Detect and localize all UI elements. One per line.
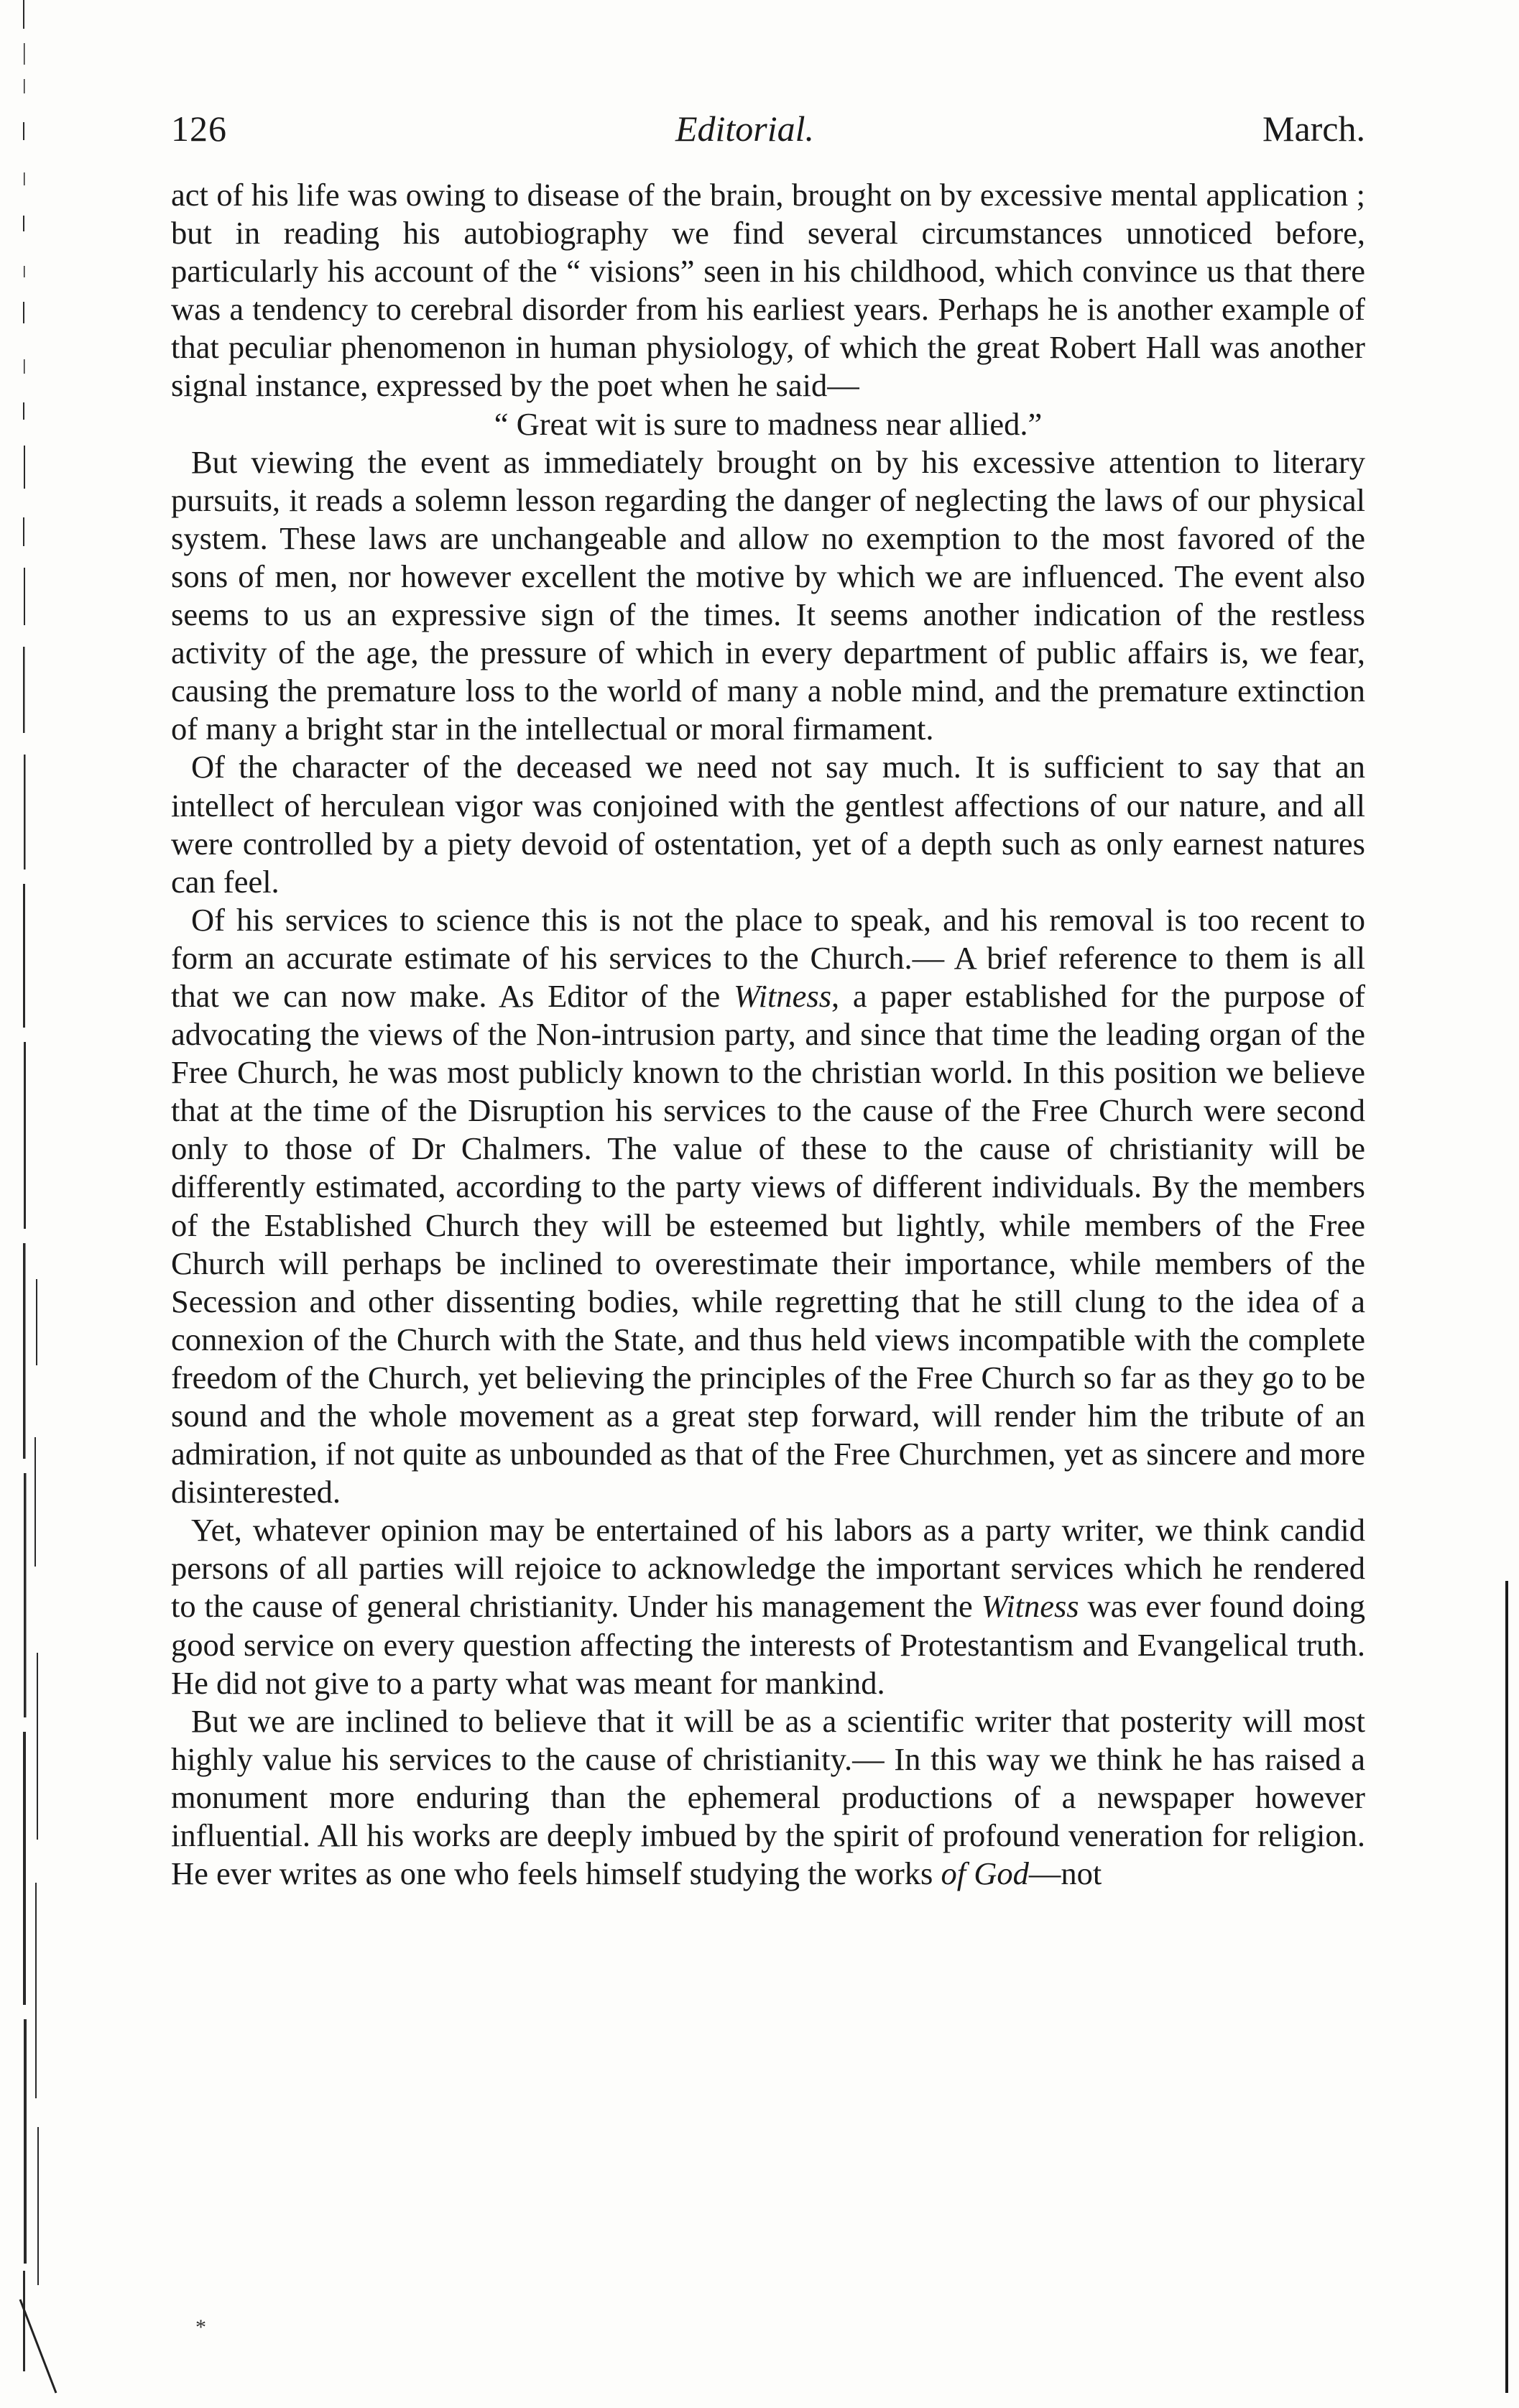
- witness-title: Witness: [734, 977, 832, 1014]
- right-margin-scan-rule: [1503, 1581, 1510, 2393]
- paragraph-5-text-a: Yet, whatever opinion may be entertained of his labors as a party writer, we think candid persons of all parties will rejoice to acknowledge the important services which he rendered to the cause of general christianity. Under his management the: [171, 1512, 1365, 1625]
- page-number: 126: [171, 109, 227, 149]
- footer-mark: *: [195, 2315, 206, 2339]
- witness-title: Witness: [981, 1588, 1079, 1625]
- paragraph-4-text-b: , a paper established for the purpose of advocating the views of the Non-intrusion party, and since that time the leading organ of the Free Church, he was most publicly known to the christian world. In this position we believe that at the time of the Disruption his services to the cause of the Free Church were second only to those of Dr Chalmers. The value of these to the cause of christianity will be differently estimated, according to the party views of different individuals. By the members of the Established Church they will be esteemed but lightly, while members of the Free Church will perhaps be inclined to overestimate their importance, while members of the Secession and other dissenting bodies, while regretting that he still clung to the idea of a connexion of the Church with the State, and thus held views incompatible with the complete freedom of the Church, yet believing the principles of the Free Church so far as they go to be sound and the whole movement as a great step forward, will render him the tribute of an admiration, if not quite as unbounded as that of the Free Churchmen, yet as sincere and more disinterested.: [171, 977, 1365, 1510]
- paragraph-5: [171, 1511, 1365, 1702]
- paragraph-5-text-b: was ever found doing good service on every question affecting the interests of Protestantism and Evangelical truth. He did not give to a party what was meant for mankind.: [171, 1588, 1365, 1701]
- running-head: [171, 108, 1365, 158]
- paragraph-6-text-a: But we are inclined to believe that it will be as a scientific writer that posterity will most highly value his services to the cause of christianity.— In this way we think he has raised a monument more enduring than the ephemeral productions of a newspaper however influential. All his works are deeply imbued by the spirit of profound veneration for religion. He ever writes as one who feels himself studying the works: [171, 1702, 1365, 1892]
- emphasis-god: God: [974, 1855, 1029, 1892]
- section-title: Editorial.: [675, 109, 815, 149]
- article-text: [171, 176, 1365, 1893]
- paragraph-4: [171, 901, 1365, 1512]
- paragraph-4-text-a: Of his services to science this is not the place to speak, and his removal is too recent to form an accurate estimate of his services to the Church.— A brief reference to them is all that we can now make. As Editor of the: [171, 901, 1365, 1014]
- emphasis-of: of: [941, 1855, 966, 1892]
- running-head-month: March.: [1262, 109, 1365, 149]
- paragraph-1: act of his life was owing to disease of the brain, brought on by excessive mental application ; but in reading his autobiography we find several circumstances unnoticed before, particularly his account of the “ visions” seen in his childhood, which convince us that there was a tendency to cerebral disorder from his earliest years. Perhaps he is another example of that peculiar phenomenon in human physiology, of which the great Robert Hall was another signal instance, expressed by the poet when he said—: [171, 177, 1365, 404]
- paragraph-3: Of the character of the deceased we need not say much. It is sufficient to say that an intellect of herculean vigor was conjoined with the gentlest affections of our nature, and all were controlled by a piety devoid of ostentation, yet of a depth such as only earnest natures can feel.: [171, 749, 1365, 900]
- paragraph-2: But viewing the event as immediately brought on by his excessive attention to literary pursuits, it reads a solemn lesson regarding the danger of neglecting the laws of our physical system. These laws are unchangeable and allow no exemption to the most favored of the sons of men, nor however excellent the motive by which we are influenced. The event also seems to us an expressive sign of the times. It seems another indication of the restless activity of the age, the pressure of which in every department of public affairs is, we fear, causing the premature loss to the world of many a noble mind, and the premature extinction of many a bright star in the intellectual or moral firmament.: [171, 443, 1365, 747]
- poetry-quote: “ Great wit is sure to madness near allied.”: [494, 405, 1043, 442]
- paragraph-6: [171, 1702, 1365, 1893]
- paragraph-6-space: [966, 1855, 974, 1891]
- paragraph-6-end: —not: [1028, 1855, 1102, 1892]
- left-margin-scan-marks: [13, 0, 63, 2408]
